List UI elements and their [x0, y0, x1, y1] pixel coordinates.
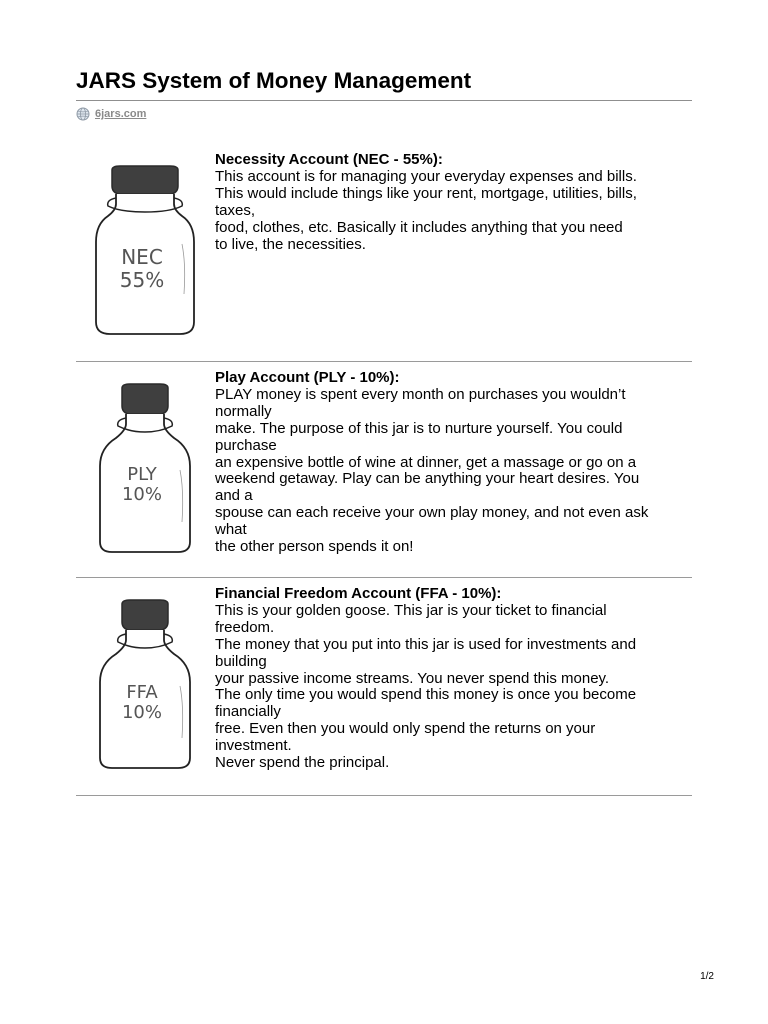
section-heading: Play Account (PLY - 10%):	[215, 369, 400, 386]
body-line: free. Even then you would only spend the returns on your	[215, 720, 596, 738]
jar-percent-label: 55%	[119, 268, 165, 292]
section-financial-freedom	[76, 586, 692, 796]
jar-code-label: NEC	[121, 245, 163, 269]
section-divider	[76, 795, 692, 796]
body-line: This is your golden goose. This jar is your ticket to financial	[215, 601, 607, 619]
jar-percent-label: 10%	[121, 702, 163, 723]
page-title: JARS System of Money Management	[76, 68, 472, 93]
jar-illustration	[90, 164, 200, 344]
body-line: The money that you put into this jar is used for investments and	[215, 635, 637, 653]
body-line: spouse can each receive your own play money, and not even ask	[215, 504, 649, 522]
body-line: to live, the necessities.	[215, 235, 366, 253]
body-line: your passive income streams. You never spend this money.	[215, 669, 610, 687]
body-line: The only time you would spend this money is once you become	[215, 686, 637, 704]
body-line: PLAY money is spent every month on purchases you wouldn’t	[215, 385, 626, 403]
body-line: an expensive bottle of wine at dinner, get a massage or go on a	[215, 453, 637, 471]
jar-code-label: PLY	[127, 464, 157, 485]
body-line: taxes,	[215, 201, 256, 219]
body-line: make. The purpose of this jar is to nurture yourself. You could	[215, 419, 623, 437]
section-play	[76, 370, 692, 578]
body-line: This would include things like your rent, mortgage, utilities, bills,	[215, 184, 637, 202]
body-line: weekend getaway. Play can be anything your heart desires. You	[215, 470, 640, 488]
section-heading: Necessity Account (NEC - 55%):	[215, 151, 443, 168]
section-heading: Financial Freedom Account (FFA - 10%):	[215, 585, 502, 602]
jar-code-label: FFA	[126, 682, 158, 703]
section-divider	[76, 577, 692, 578]
body-line: what	[215, 521, 247, 539]
body-line: and a	[215, 487, 253, 505]
body-line: This account is for managing your everyday expenses and bills.	[215, 167, 637, 185]
body-line: the other person spends it on!	[215, 538, 414, 556]
section-text	[215, 370, 692, 556]
globe-icon	[76, 107, 90, 121]
section-text	[215, 152, 692, 253]
section-divider	[76, 361, 692, 362]
play-jar	[90, 382, 200, 562]
body-line: freedom.	[215, 618, 275, 636]
section-text	[215, 586, 692, 772]
source-link-text[interactable]: 6jars.com	[95, 108, 147, 120]
body-line: Never spend the principal.	[215, 754, 390, 772]
page-number: 1/2	[700, 971, 714, 982]
title-divider	[76, 100, 692, 101]
source-link[interactable]	[76, 106, 146, 122]
body-line: food, clothes, etc. Basically it includes anything that you need	[215, 218, 623, 236]
body-line: purchase	[215, 436, 277, 454]
body-line: financially	[215, 703, 281, 721]
body-line: investment.	[215, 737, 292, 755]
jar-illustration	[90, 382, 200, 562]
section-necessity	[76, 152, 692, 362]
jar-percent-label: 10%	[121, 484, 163, 505]
necessity-jar	[90, 164, 200, 344]
body-line: building	[215, 652, 267, 670]
financial-freedom-jar	[90, 598, 200, 778]
jar-illustration	[90, 598, 200, 778]
body-line: normally	[215, 402, 272, 420]
